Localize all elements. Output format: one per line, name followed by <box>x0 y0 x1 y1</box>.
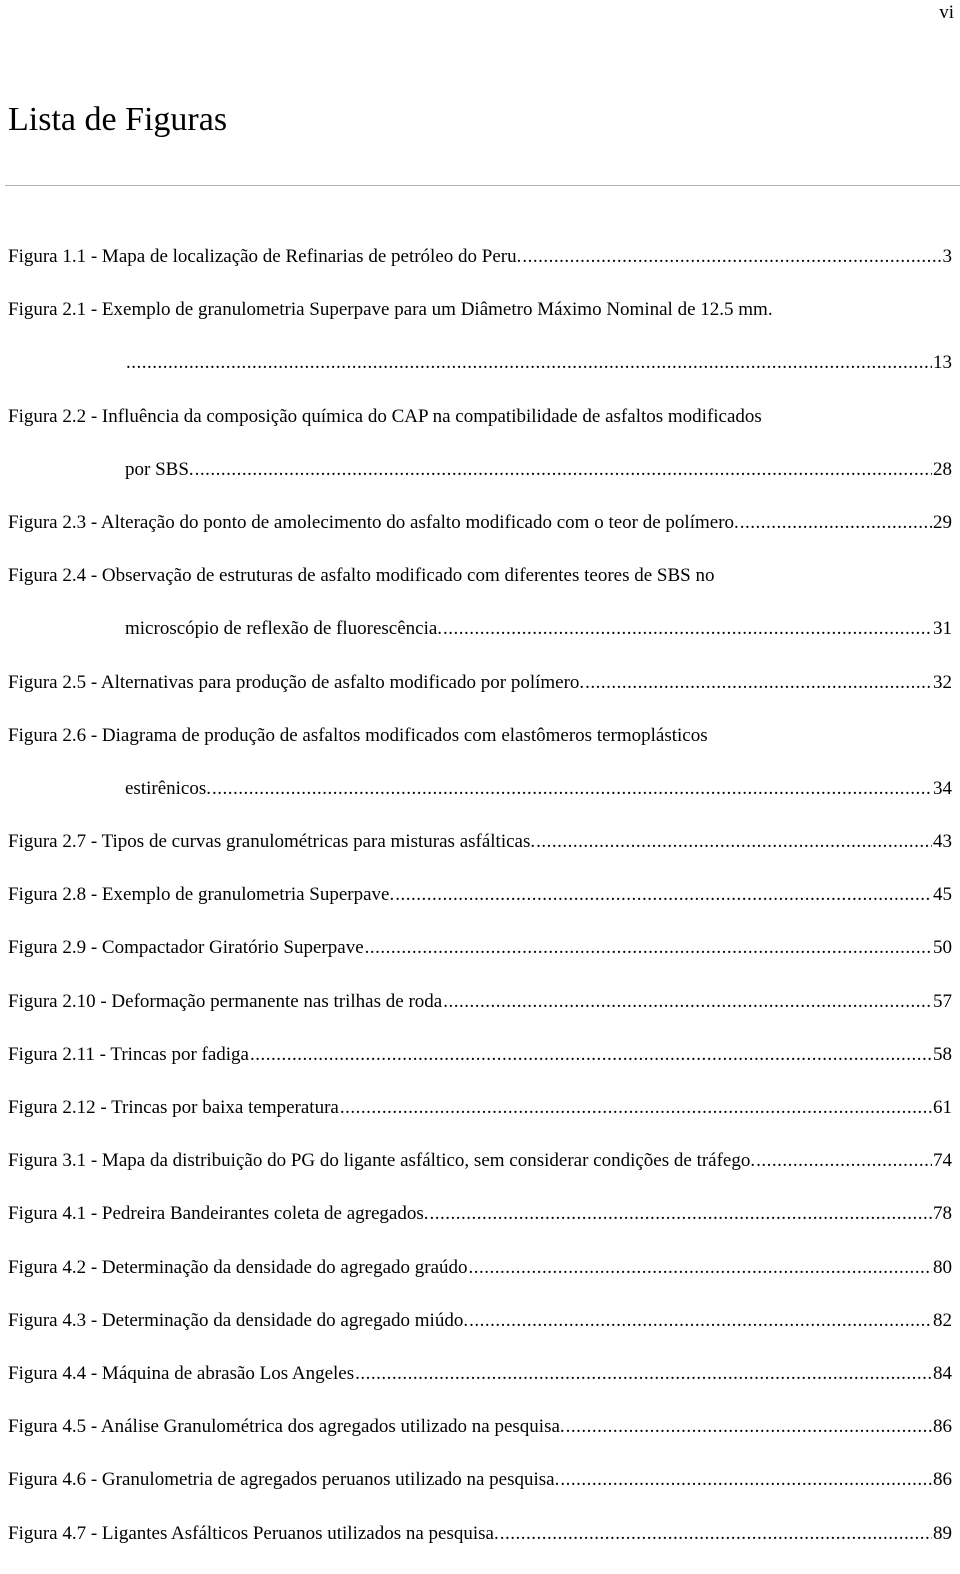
toc-entry[interactable] <box>8 563 952 643</box>
dot-leader <box>250 1042 932 1069</box>
toc-page-number: 50 <box>933 937 952 959</box>
toc-page-number: 32 <box>933 671 952 693</box>
toc-page-number: 58 <box>933 1043 952 1065</box>
toc-entry[interactable] <box>8 1148 952 1175</box>
toc-entry-caption: Figura 4.1 - Pedreira Bandeirantes coleta de agregados. <box>8 1203 429 1225</box>
toc-line <box>8 935 952 962</box>
toc-entry-caption: microscópio de reflexão de fluorescência. <box>125 618 443 640</box>
dot-leader <box>536 829 932 856</box>
toc-entry[interactable] <box>8 1467 952 1494</box>
toc-entry-caption: Figura 4.6 - Granulometria de agregados peruanos utilizado na pesquisa. <box>8 1469 560 1491</box>
toc-entry-caption: Figura 3.1 - Mapa da distribuição do PG do ligante asfáltico, sem considerar condições de tráfego. <box>8 1150 756 1172</box>
toc-page-number: 43 <box>933 831 952 853</box>
toc-entry-caption: Figura 2.4 - Observação de estruturas de asfalto modificado com diferentes teores de SBS no <box>8 565 715 587</box>
toc-entry-caption: Figura 4.7 - Ligantes Asfálticos Peruanos utilizados na pesquisa. <box>8 1522 499 1544</box>
dot-leader <box>585 670 932 697</box>
toc-entry[interactable] <box>8 1414 952 1441</box>
dot-leader <box>560 1467 932 1494</box>
dot-leader <box>500 1521 932 1548</box>
toc-page-number: 84 <box>933 1362 952 1384</box>
toc-entry-caption: Figura 2.8 - Exemplo de granulometria Superpave. <box>8 884 395 906</box>
toc-line <box>8 244 952 271</box>
toc-entry-caption: Figura 4.2 - Determinação da densidade do agregado graúdo <box>8 1256 468 1278</box>
dot-leader <box>443 989 932 1016</box>
toc-entry[interactable] <box>8 935 952 962</box>
toc-page-number: 89 <box>933 1522 952 1544</box>
toc-line <box>8 723 952 750</box>
toc-page-number: 13 <box>933 352 952 374</box>
dot-leader <box>195 457 932 484</box>
toc-entry[interactable] <box>8 1521 952 1548</box>
toc-entry-caption: Figura 2.9 - Compactador Giratório Superpave <box>8 937 364 959</box>
toc-page-number: 80 <box>933 1256 952 1278</box>
toc-entry-caption: Figura 2.2 - Influência da composição química do CAP na compatibilidade de asfaltos modificados <box>8 405 762 427</box>
toc-page-number: 57 <box>933 990 952 1012</box>
toc-line <box>8 563 952 590</box>
toc-page-number: 86 <box>933 1469 952 1491</box>
toc-line <box>8 510 952 537</box>
toc-entry[interactable] <box>8 244 952 271</box>
dot-leader <box>443 616 932 643</box>
toc-page-number: 29 <box>933 511 952 533</box>
toc-line <box>8 1361 952 1388</box>
toc-entry-caption: Figura 4.5 - Análise Granulométrica dos agregados utilizado na pesquisa. <box>8 1416 565 1438</box>
toc-entry-caption: Figura 2.6 - Diagrama de produção de asfaltos modificados com elastômeros termoplásticos <box>8 724 708 746</box>
dot-leader <box>126 350 932 377</box>
toc-line <box>8 1414 952 1441</box>
toc-entry[interactable] <box>8 297 952 377</box>
toc-page-number: 3 <box>942 246 952 267</box>
toc-entry-caption: estirênicos. <box>125 777 212 799</box>
toc-line <box>8 1255 952 1282</box>
list-of-figures <box>8 244 952 1574</box>
toc-entry[interactable] <box>8 1095 952 1122</box>
dot-leader <box>395 882 932 909</box>
toc-page-number: 45 <box>933 884 952 906</box>
toc-line <box>8 350 952 377</box>
toc-line <box>8 776 952 803</box>
toc-entry-caption: Figura 2.12 - Trincas por baixa temperatura <box>8 1097 339 1118</box>
toc-entry[interactable] <box>8 670 952 697</box>
toc-line <box>8 297 952 324</box>
dot-leader <box>340 1095 932 1122</box>
toc-line <box>8 404 952 431</box>
toc-entry-caption: por SBS. <box>125 458 194 480</box>
toc-entry-caption: Figura 2.1 - Exemplo de granulometria Superpave para um Diâmetro Máximo Nominal de 12.5 mm. <box>8 299 773 321</box>
dot-leader <box>355 1361 932 1388</box>
toc-page-number: 34 <box>933 777 952 799</box>
toc-entry[interactable] <box>8 1361 952 1388</box>
toc-entry[interactable] <box>8 882 952 909</box>
toc-page-number: 86 <box>933 1416 952 1438</box>
toc-entry[interactable] <box>8 404 952 484</box>
dot-leader <box>212 776 932 803</box>
title-divider <box>5 185 960 186</box>
toc-entry[interactable] <box>8 1042 952 1069</box>
toc-line <box>8 457 952 484</box>
toc-line <box>8 1095 952 1122</box>
dot-leader <box>756 1148 932 1175</box>
toc-line <box>8 616 952 643</box>
toc-entry-caption: Figura 1.1 - Mapa de localização de Refinarias de petróleo do Peru. <box>8 246 522 267</box>
toc-entry-caption: Figura 2.5 - Alternativas para produção de asfalto modificado por polímero. <box>8 671 585 693</box>
page-title: Lista de Figuras <box>8 101 228 138</box>
toc-line <box>8 882 952 909</box>
toc-entry[interactable] <box>8 989 952 1016</box>
toc-page-number: 61 <box>933 1097 952 1118</box>
toc-page-number: 28 <box>933 458 952 480</box>
toc-page-number: 74 <box>933 1150 952 1172</box>
dot-leader <box>740 510 932 537</box>
toc-entry[interactable] <box>8 1255 952 1282</box>
dot-leader <box>365 935 932 962</box>
dot-leader <box>429 1201 932 1228</box>
toc-entry-caption: Figura 2.10 - Deformação permanente nas trilhas de roda <box>8 990 443 1012</box>
toc-line <box>8 829 952 856</box>
toc-page-number: 82 <box>933 1309 952 1331</box>
toc-entry-caption: Figura 4.4 - Máquina de abrasão Los Angeles <box>8 1362 355 1384</box>
dot-leader <box>469 1255 932 1282</box>
toc-entry[interactable] <box>8 1201 952 1228</box>
page-number: vi <box>939 2 954 23</box>
toc-entry-caption: Figura 4.3 - Determinação da densidade do agregado miúdo. <box>8 1309 469 1331</box>
dot-leader <box>566 1414 932 1441</box>
toc-entry-caption: Figura 2.7 - Tipos de curvas granulométricas para misturas asfálticas. <box>8 831 536 853</box>
toc-page-number: 31 <box>933 618 952 640</box>
dot-leader <box>469 1308 932 1335</box>
toc-line <box>8 1201 952 1228</box>
toc-line <box>8 1467 952 1494</box>
toc-page-number: 78 <box>933 1203 952 1225</box>
toc-line <box>8 989 952 1016</box>
toc-line <box>8 1308 952 1335</box>
toc-entry-caption: Figura 2.3 - Alteração do ponto de amolecimento do asfalto modificado com o teor de polímero. <box>8 511 739 533</box>
toc-line <box>8 1042 952 1069</box>
toc-entry[interactable] <box>8 1308 952 1335</box>
toc-line <box>8 1148 952 1175</box>
toc-entry-caption: Figura 2.11 - Trincas por fadiga <box>8 1043 249 1065</box>
toc-entry[interactable] <box>8 723 952 803</box>
dot-leader <box>522 244 941 271</box>
toc-line <box>8 1521 952 1548</box>
toc-entry[interactable] <box>8 510 952 537</box>
toc-entry[interactable] <box>8 829 952 856</box>
toc-line <box>8 670 952 697</box>
